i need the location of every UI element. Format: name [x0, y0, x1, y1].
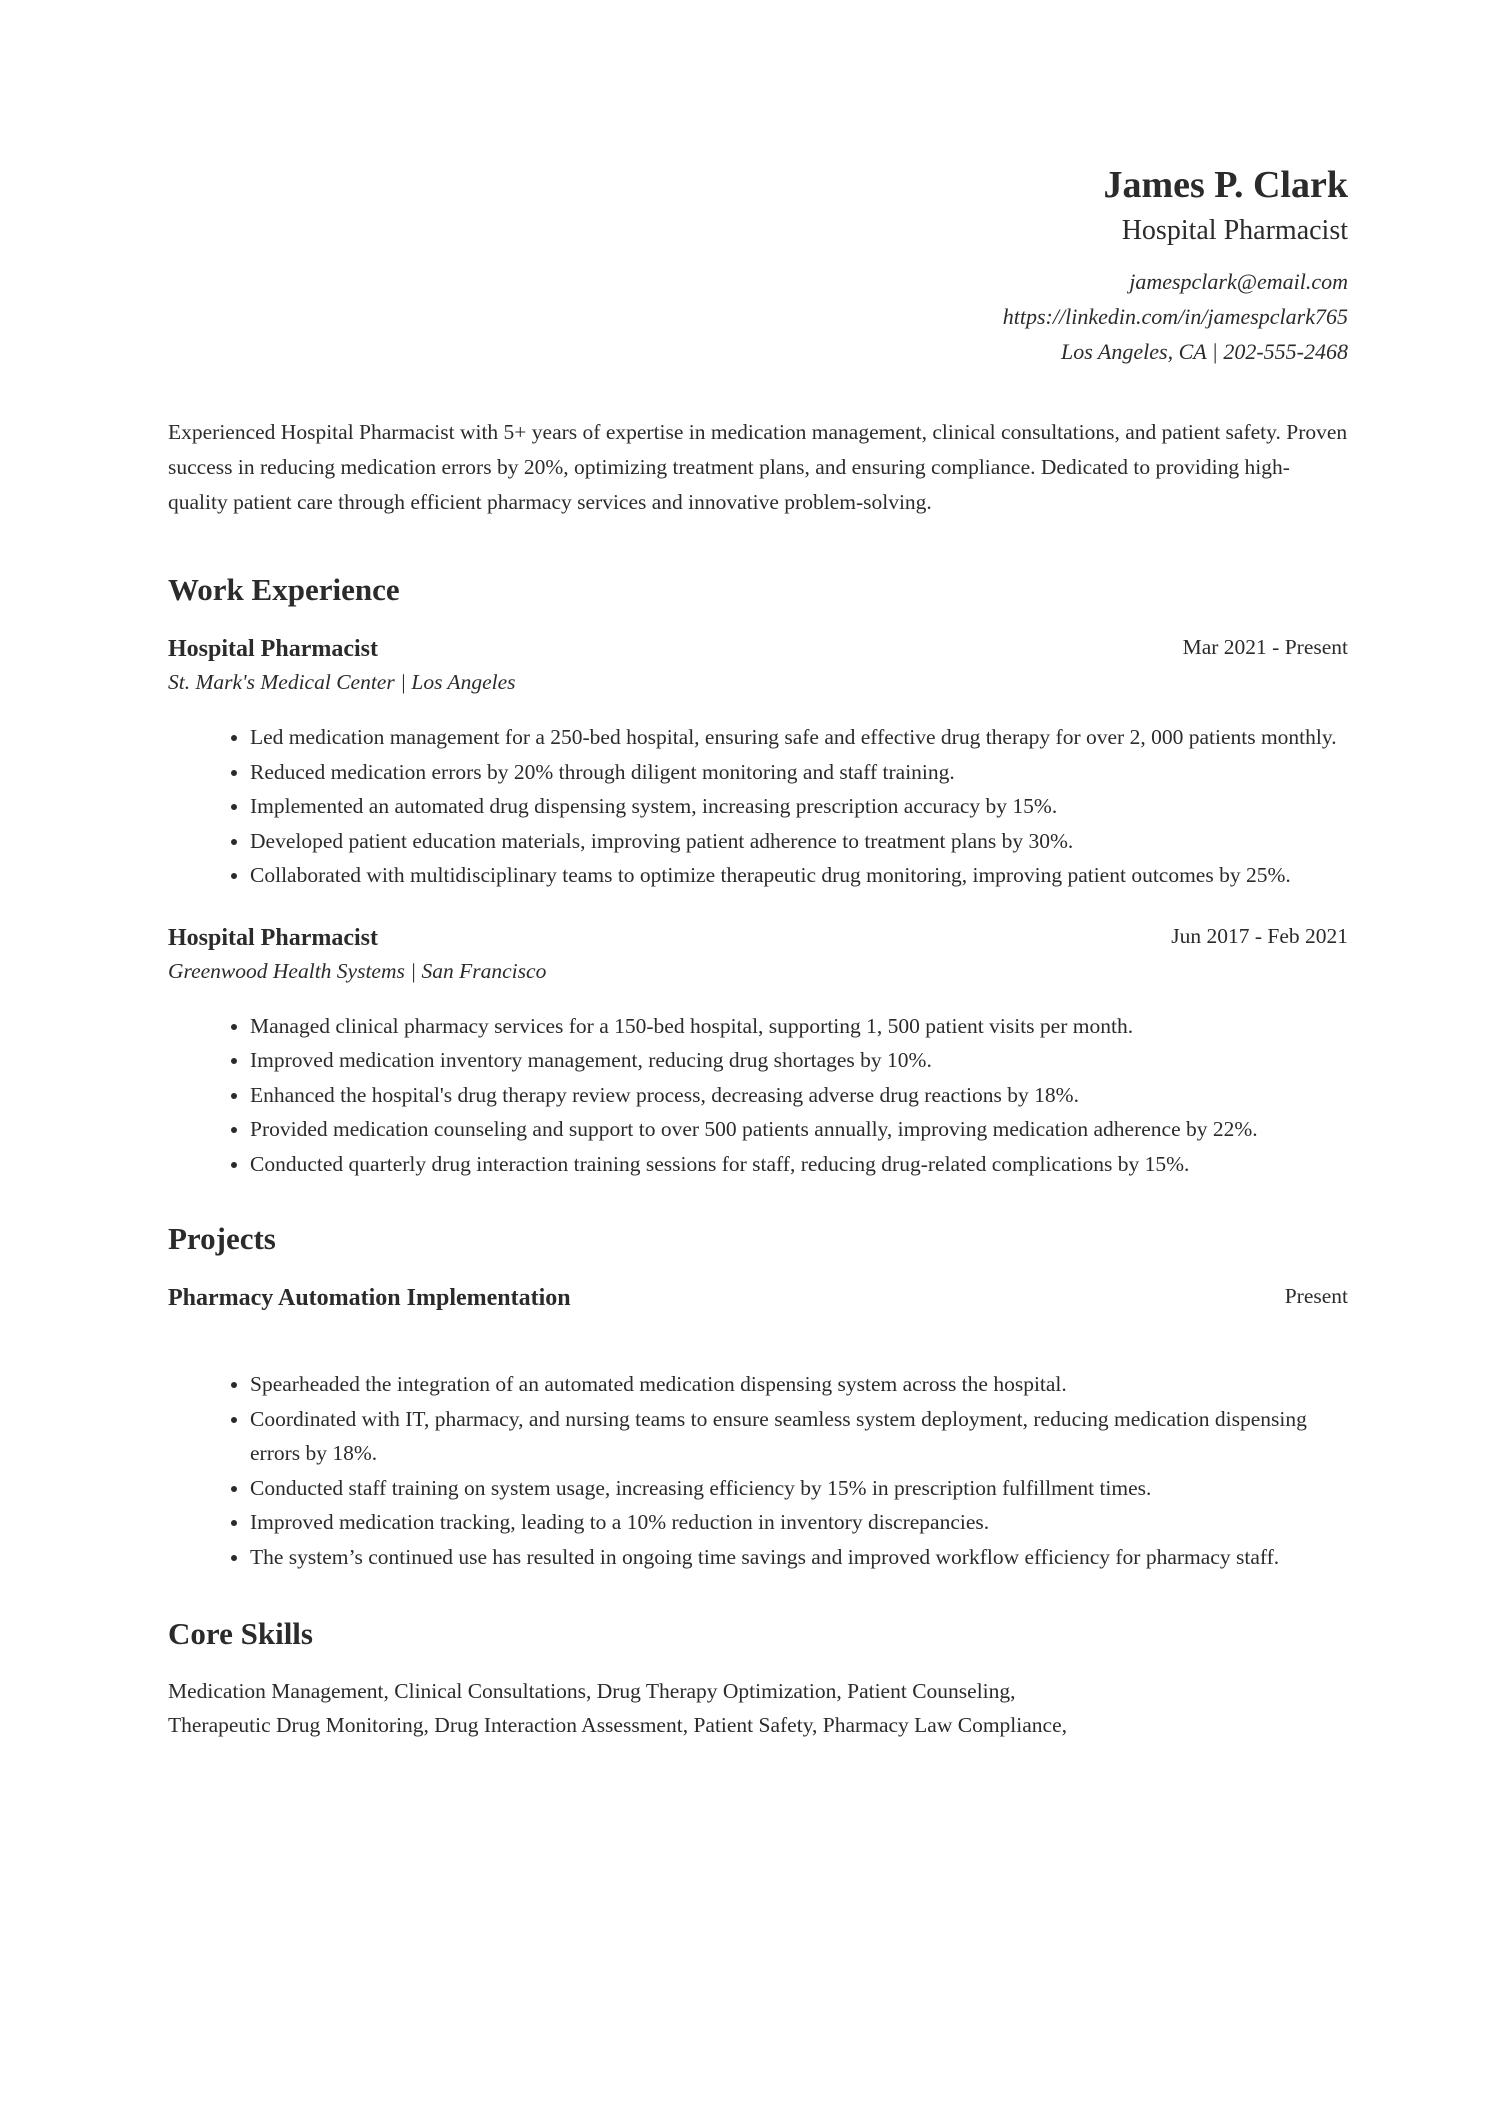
job-company: Greenwood Health Systems | San Francisco: [168, 958, 547, 983]
job-entry: [168, 632, 1348, 893]
candidate-title: Hospital Pharmacist: [1121, 215, 1348, 246]
job-bullet: • Provided medication counseling and support to over 500 patients annually, improving medication adherence by 22%.: [250, 1112, 1348, 1147]
job-bullet: • Enhanced the hospital's drug therapy review process, decreasing adverse drug reactions by 18%.: [250, 1078, 1348, 1113]
section-heading-skills: Core Skills: [168, 1616, 313, 1651]
project-entry: [168, 1281, 1348, 1574]
contact-location-phone: Los Angeles, CA | 202-555-2468: [1061, 339, 1348, 364]
job-entry: [168, 921, 1348, 1182]
project-bullet: • Conducted staff training on system usage, increasing efficiency by 15% in prescription fulfillment times.: [250, 1471, 1348, 1506]
job-bullet: • Conducted quarterly drug interaction training sessions for staff, reducing drug-related complications by 15%.: [250, 1147, 1348, 1182]
projects-section: [168, 1219, 1348, 1574]
job-company: St. Mark's Medical Center | Los Angeles: [168, 670, 516, 694]
contact-email: jamespclark@email.com: [1129, 269, 1348, 294]
core-skills-section: [168, 1614, 1348, 1742]
contact-linkedin: https://linkedin.com/in/jamespclark765: [1002, 304, 1348, 329]
section-heading-work: Work Experience: [168, 572, 400, 607]
project-bullets: [168, 1367, 1348, 1574]
job-date: Mar 2021 - Present: [1182, 635, 1348, 659]
job-bullets: [168, 720, 1348, 893]
job-date: Jun 2017 - Feb 2021: [1171, 923, 1348, 948]
skills-line: Medication Management, Clinical Consultations, Drug Therapy Optimization, Patient Counseling,: [168, 1679, 1016, 1703]
work-experience-section: [168, 570, 1348, 1181]
project-bullet: • The system’s continued use has resulted in ongoing time savings and improved workflow efficiency for pharmacy staff.: [250, 1540, 1348, 1575]
job-bullet: • Led medication management for a 250-bed hospital, ensuring safe and effective drug therapy for over 2, 000 patients monthly.: [250, 720, 1348, 755]
professional-summary: Experienced Hospital Pharmacist with 5+ years of expertise in medication management, clinical consultations, and patient safety. Proven success in reducing medication errors by 20%, optimizing treatment plans, and ensuring compliance. Dedicated to providing high-quality patient care through efficient pharmacy services and innovative problem-solving.: [168, 420, 1348, 514]
project-title: Pharmacy Automation Implementation: [168, 1285, 571, 1311]
job-bullets: [168, 1009, 1348, 1182]
job-bullet: • Collaborated with multidisciplinary teams to optimize therapeutic drug monitoring, improving patient outcomes by 25%.: [250, 858, 1348, 893]
skills-list: [168, 1674, 1348, 1742]
job-bullet: • Managed clinical pharmacy services for a 150-bed hospital, supporting 1, 500 patient visits per month.: [250, 1009, 1348, 1044]
job-bullet: • Reduced medication errors by 20% through diligent monitoring and staff training.: [250, 755, 1348, 790]
job-title: Hospital Pharmacist: [168, 636, 378, 662]
resume-header: [168, 0, 1348, 369]
project-date: Present: [1284, 1284, 1348, 1308]
job-bullet: • Improved medication inventory management, reducing drug shortages by 10%.: [250, 1043, 1348, 1078]
job-bullet: • Developed patient education materials, improving patient adherence to treatment plans by 30%.: [250, 824, 1348, 859]
job-bullet: • Implemented an automated drug dispensing system, increasing prescription accuracy by 15%.: [250, 789, 1348, 824]
project-bullet: • Improved medication tracking, leading to a 10% reduction in inventory discrepancies.: [250, 1505, 1348, 1540]
project-bullet: • Spearheaded the integration of an automated medication dispensing system across the hospital.: [250, 1367, 1348, 1402]
section-heading-projects: Projects: [168, 1221, 276, 1256]
candidate-name: James P. Clark: [1103, 164, 1348, 206]
project-bullet: • Coordinated with IT, pharmacy, and nursing teams to ensure seamless system deployment, reducing medication dispensing errors by 18%.: [250, 1402, 1348, 1471]
skills-line: Therapeutic Drug Monitoring, Drug Interaction Assessment, Patient Safety, Pharmacy Law Compliance,: [168, 1713, 1067, 1737]
job-title: Hospital Pharmacist: [168, 924, 378, 951]
